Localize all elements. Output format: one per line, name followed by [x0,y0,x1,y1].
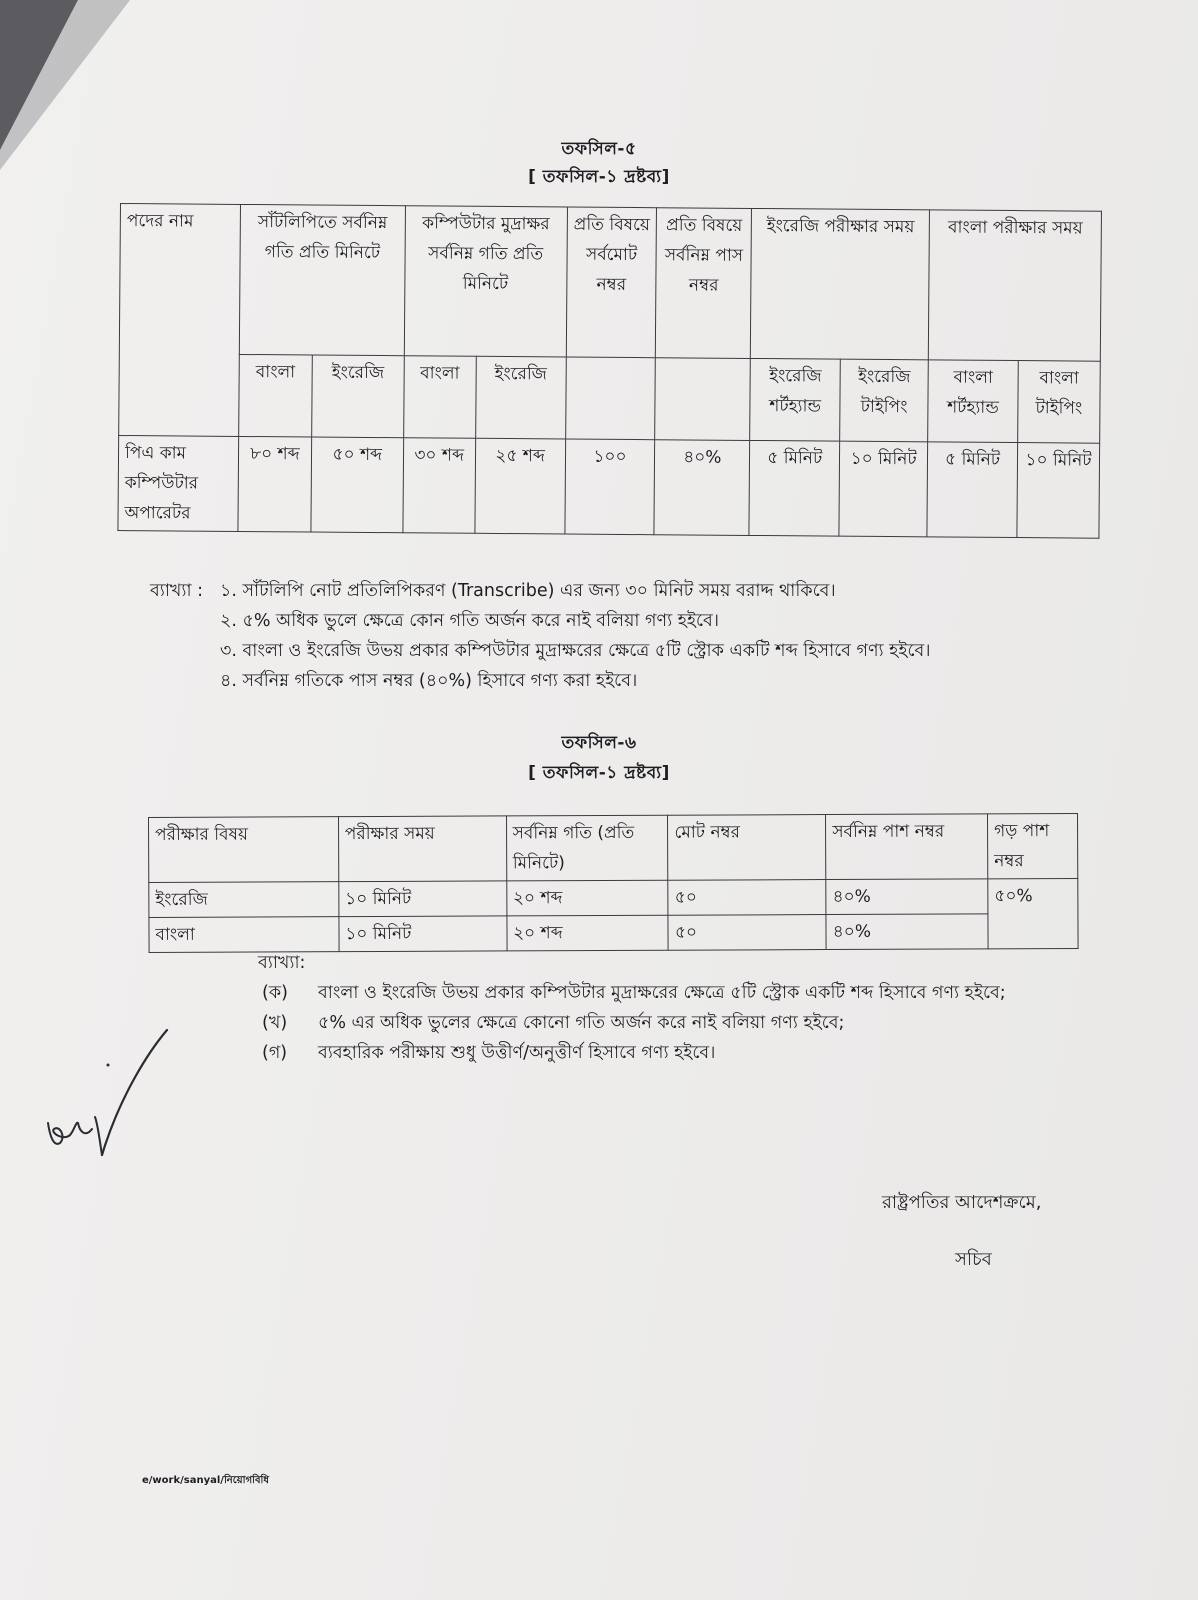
row-pass-marks: ৪০% [654,440,750,536]
schedule5-table [117,203,1102,539]
note-item: ৩. বাংলা ও ইংরেজি উভয় প্রকার কম্পিউটার মুদ্রাক্ষরের ক্ষেত্রে ৫টি স্ট্রোক একটি শব্দ হিসাবে গণ্য হইবে। [220,641,931,661]
schedule5-subtitle: [ তফসিল-১ দ্রষ্টব্য] [528,167,670,187]
s6-row-subject: ইংরেজি [149,882,339,918]
row-post: পিএ কাম কম্পিউটার অপারেটর [118,435,239,531]
note-item: বাংলা ও ইংরেজি উভয় প্রকার কম্পিউটার মুদ্রাক্ষরের ক্ষেত্রে ৫টি স্ট্রোক একটি শব্দ হিসাবে গণ্য হইবে; [318,983,1006,1003]
note-marker: (গ) [262,1043,288,1063]
row-english-shorthand: ৫ মিনিট [749,440,840,536]
header-typing-speed: কম্পিউটার মুদ্রাক্ষর সর্বনিম্ন গতি প্রতি মিনিটে [404,206,567,357]
header-bangla-time: বাংলা পরীক্ষার সময় [928,210,1101,361]
subheader-bangla-typing: বাংলা টাইপিং [1018,361,1101,444]
note-item: ৫% এর অধিক ভুলের ক্ষেত্রে কোনো গতি অর্জন করে নাই বলিয়া গণ্য হইবে; [318,1013,845,1033]
header-pass-marks: প্রতি বিষয়ে সর্বনিম্ন পাস নম্বর [656,208,752,359]
row-shorthand-english: ৫০ শব্দ [311,437,404,533]
presidential-order: রাষ্ট্রপতির আদেশক্রমে, [882,1192,1042,1213]
row-total-marks: ১০০ [564,439,655,535]
schedule6-title: তফসিল-৬ [561,733,637,753]
schedule6-subtitle: [ তফসিল-১ দ্রষ্টব্য] [528,763,670,783]
note-item: ২. ৫% অধিক ভুলে ক্ষেত্রে কোন গতি অর্জন করে নাই বলিয়া গণ্য হইবে। [220,611,720,631]
note-marker: (ক) [262,983,288,1003]
subheader-typing-english: ইংরেজি [475,356,566,439]
s6-header-subject: পরীক্ষার বিষয় [149,817,339,883]
schedule6-table [148,813,1079,953]
header-post-name: পদের নাম [119,204,241,437]
subheader-shorthand-english: ইংরেজি [311,355,404,438]
s6-row-speed: ২০ শব্দ [507,915,669,951]
s6-row-min-pass: ৪০% [826,914,988,950]
note-item: ১. সাঁটলিপি নোট প্রতিলিপিকরণ (Transcribe) এর জন্য ৩০ মিনিট সময় বরাদ্দ থাকিবে। [220,581,836,601]
handwritten-signature [40,1025,180,1160]
file-path: e/work/sanyal/নিয়োগবিধি [142,1475,270,1486]
s6-row-time: ১০ মিনিট [339,881,507,917]
notes-label: ব্যাখ্যা : [150,581,203,601]
row-typing-bangla: ৩০ শব্দ [403,438,476,534]
note-item: ৪. সর্বনিম্ন গতিকে পাস নম্বর (৪০%) হিসাবে গণ্য করা হইবে। [220,671,638,691]
schedule5-title: তফসিল-৫ [561,139,637,159]
header-total-marks: প্রতি বিষয়ে সর্বমোট নম্বর [566,207,657,358]
s6-row-total: ৫০ [668,880,826,916]
row-bangla-shorthand: ৫ মিনিট [927,442,1018,538]
note-item: ব্যবহারিক পরীক্ষায় শুধু উত্তীর্ণ/অনুত্তীর্ণ হিসাবে গণ্য হইবে। [318,1043,716,1063]
row-bangla-typing: ১০ মিনিট [1017,443,1100,539]
row-shorthand-bangla: ৮০ শব্দ [238,436,312,532]
subheader-english-shorthand: ইংরেজি শর্টহ্যান্ড [750,358,841,441]
subheader-shorthand-bangla: বাংলা [239,354,313,437]
header-english-time: ইংরেজি পরীক্ষার সময় [751,208,930,359]
s6-row-subject: বাংলা [149,917,339,953]
s6-header-time: পরীক্ষার সময় [338,816,506,882]
s6-header-speed: সর্বনিম্ন গতি (প্রতি মিনিটে) [506,815,668,881]
s6-header-total: মোট নম্বর [668,815,826,881]
row-english-typing: ১০ মিনিট [839,441,928,537]
header-shorthand-speed: সাঁটলিপিতে সর্বনিম্ন গতি প্রতি মিনিটে [239,204,405,355]
s6-row-speed: ২০ শব্দ [506,880,668,916]
s6-row-time: ১০ মিনিট [339,916,507,952]
secretary-designation: সচিব [955,1249,992,1270]
s6-row-total: ৫০ [668,915,826,951]
s6-row-min-pass: ৪০% [826,879,988,915]
subheader-empty [655,358,751,441]
s6-header-avg-pass: গড় পাশ নম্বর [988,813,1078,878]
s6-header-min-pass: সর্বনিম্ন পাশ নম্বর [826,814,988,880]
subheader-bangla-shorthand: বাংলা শর্টহ্যান্ড [928,360,1019,443]
notes-label: ব্যাখ্যা: [258,953,306,973]
subheader-typing-bangla: বাংলা [403,356,476,439]
s6-avg-pass: ৫০% [988,878,1078,948]
subheader-english-typing: ইংরেজি টাইপিং [840,359,929,442]
row-typing-english: ২৫ শব্দ [475,438,566,534]
note-marker: (খ) [262,1013,288,1033]
subheader-empty [565,357,656,440]
